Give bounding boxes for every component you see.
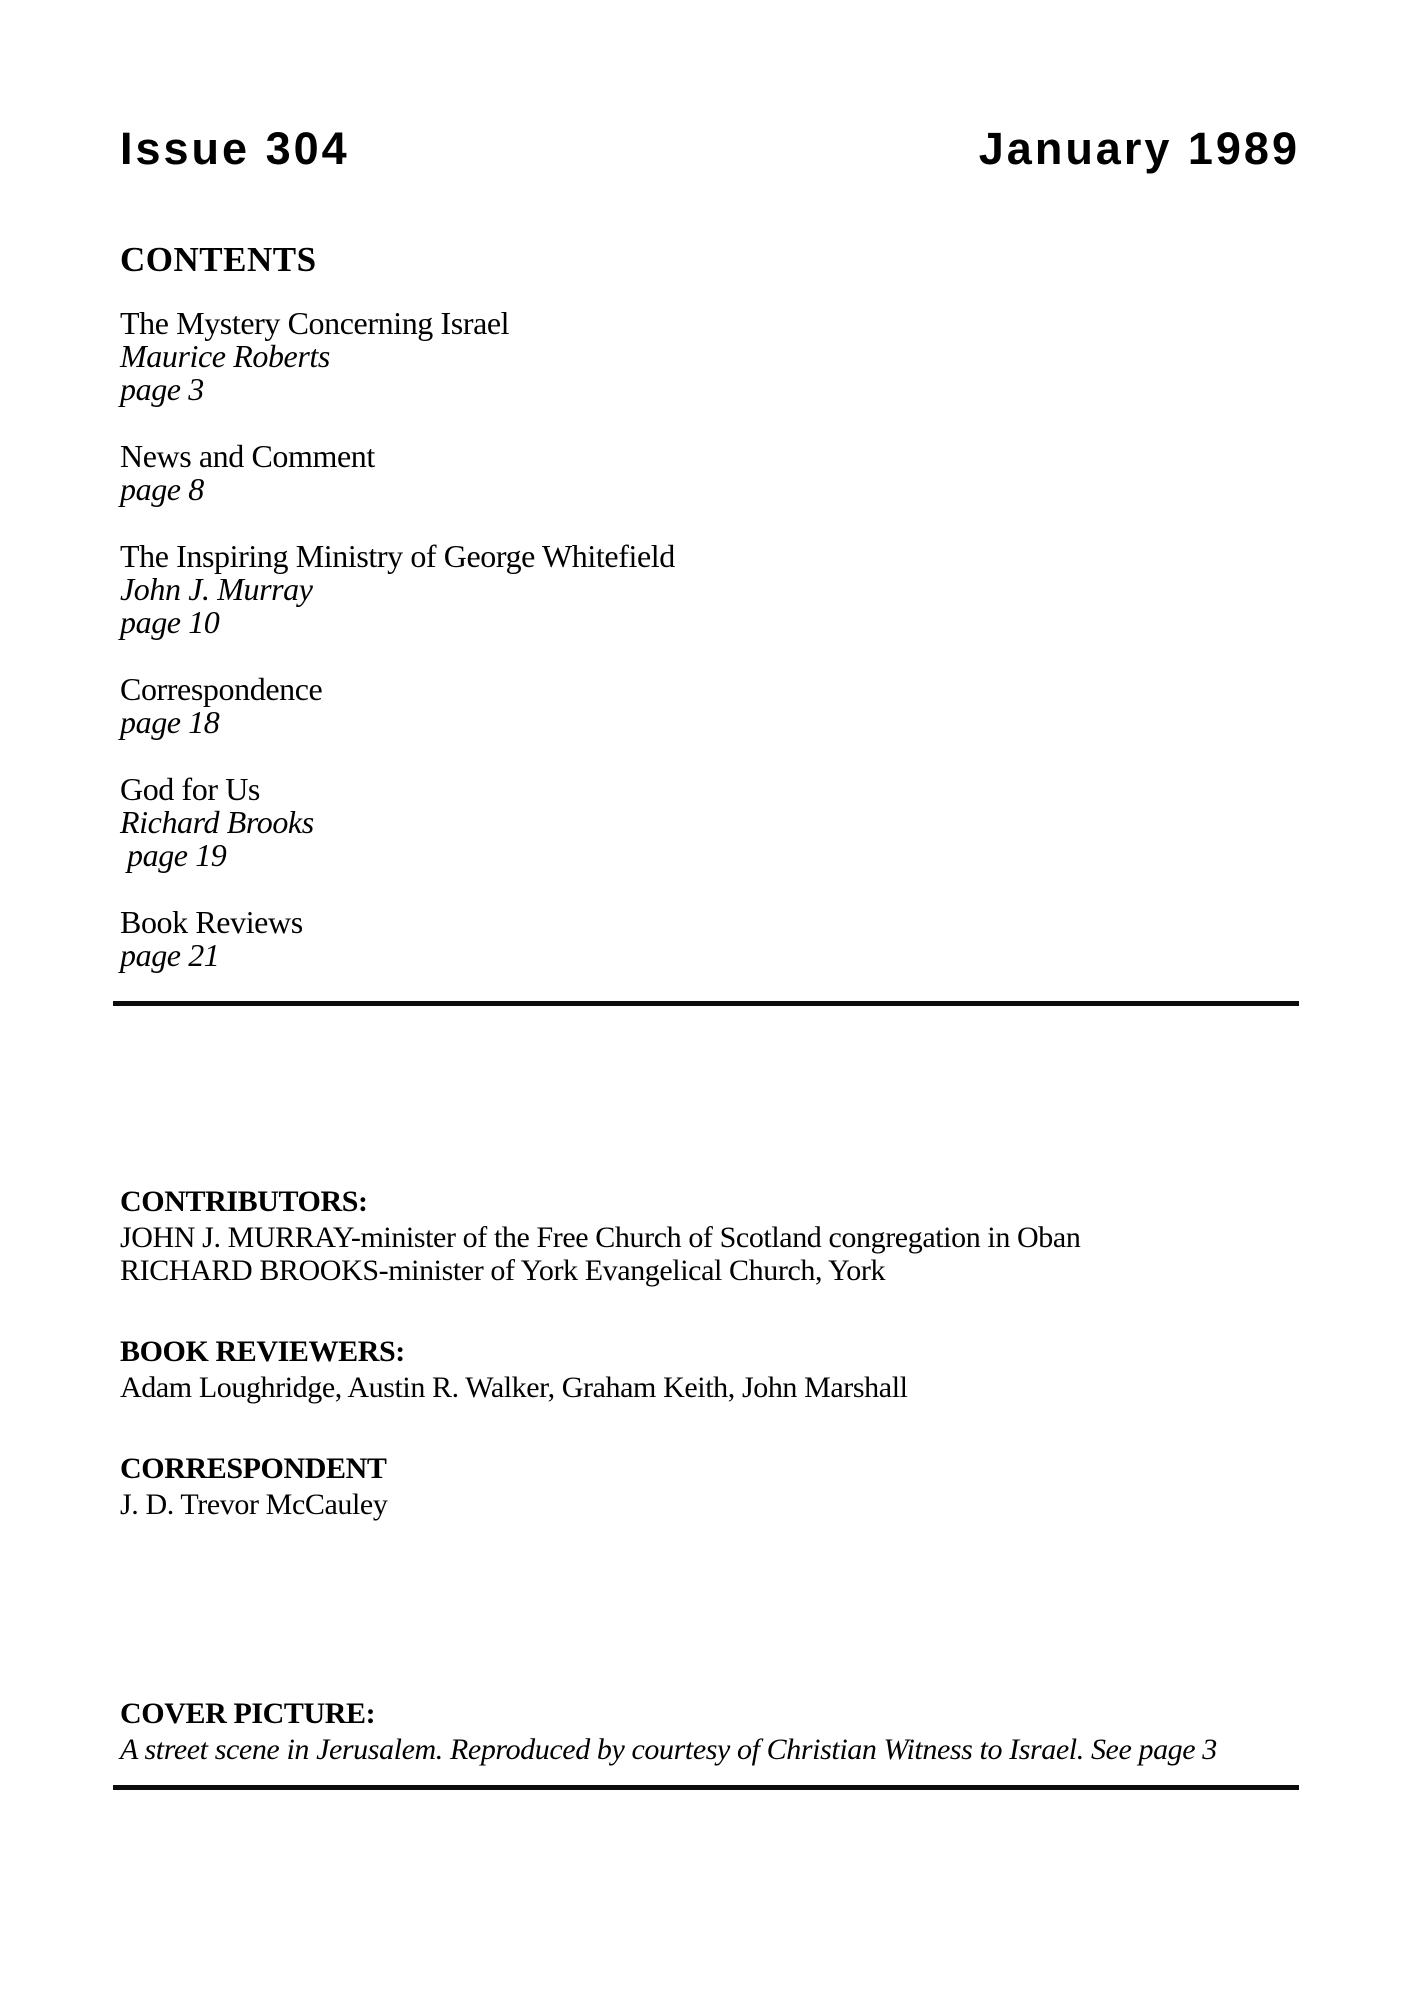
toc-item-page: page 3 (120, 371, 204, 407)
toc-item (120, 540, 1020, 639)
correspondent-heading: CORRESPONDENT (120, 1452, 387, 1485)
toc-item-title: The Mystery Concerning Israel (120, 305, 510, 341)
cover-picture-section (120, 1697, 1320, 1766)
contributors-section (120, 1185, 1320, 1287)
toc-item-author: Richard Brooks (120, 804, 314, 840)
toc-item-author: Maurice Roberts (120, 338, 330, 374)
toc-item (120, 773, 1020, 872)
toc-item (120, 307, 1020, 406)
divider-top (113, 1001, 1299, 1006)
contributor-line: RICHARD BROOKS-minister of York Evangelical Church, York (120, 1254, 886, 1287)
correspondent-line: J. D. Trevor McCauley (120, 1488, 388, 1521)
toc-item-author: John J. Murray (120, 571, 313, 607)
toc-item-page: page 10 (120, 604, 220, 640)
book-reviewers-line: Adam Loughridge, Austin R. Walker, Graham Keith, John Marshall (120, 1371, 908, 1404)
contents-heading: CONTENTS (120, 240, 317, 279)
cover-picture-heading: COVER PICTURE: (120, 1697, 376, 1730)
book-reviewers-heading: BOOK REVIEWERS: (120, 1335, 405, 1368)
toc-item (120, 906, 1020, 972)
book-reviewers-section (120, 1335, 1320, 1404)
toc-item-title: Correspondence (120, 671, 323, 707)
toc-item-title: Book Reviews (120, 904, 303, 940)
contributors-heading: CONTRIBUTORS: (120, 1185, 368, 1218)
contributor-line: JOHN J. MURRAY-minister of the Free Church of Scotland congregation in Oban (120, 1221, 1081, 1254)
toc-item-title: God for Us (120, 771, 260, 807)
masthead (120, 124, 1300, 174)
contents-list (120, 307, 1020, 1006)
toc-item (120, 440, 1020, 506)
cover-picture-caption: A street scene in Jerusalem. Reproduced by courtesy of Christian Witness to Israel. See page 3 (120, 1733, 1217, 1766)
correspondent-section (120, 1452, 1320, 1521)
toc-item-page: page 8 (120, 471, 204, 507)
issue-number: Issue 304 (120, 123, 350, 174)
toc-item-page: page 19 (127, 837, 227, 873)
toc-item-title: The Inspiring Ministry of George Whitefield (120, 538, 675, 574)
toc-item-page: page 21 (120, 937, 220, 973)
issue-date: January 1989 (978, 123, 1300, 174)
toc-item-page: page 18 (120, 704, 220, 740)
toc-item (120, 673, 1020, 739)
divider-bottom (113, 1785, 1299, 1790)
toc-item-title: News and Comment (120, 438, 375, 474)
